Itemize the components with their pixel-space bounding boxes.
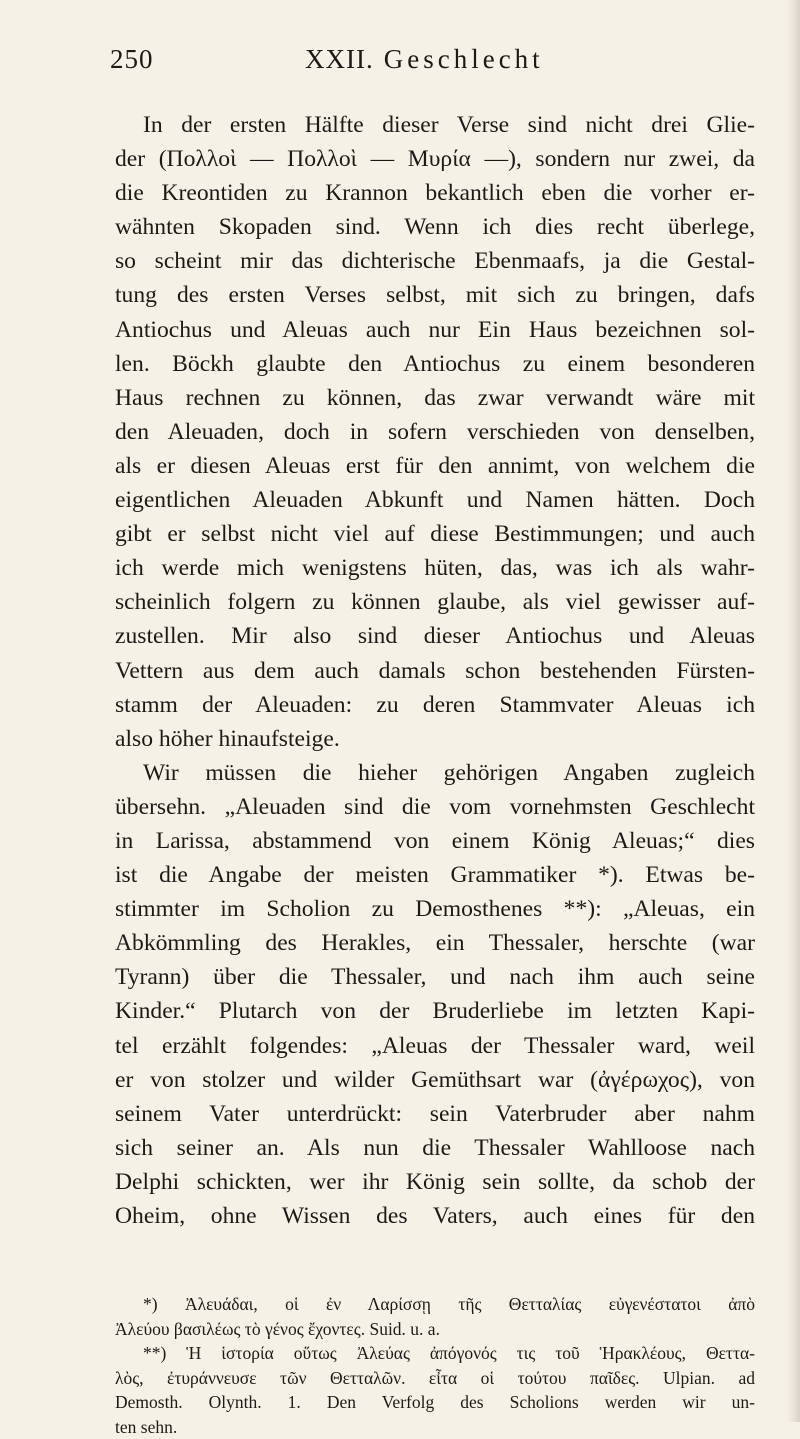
text-line: Oheim, ohne Wissen des Vaters, auch eines für den (115, 1199, 755, 1233)
text-line: übersehn. „Aleuaden sind die vom vornehmsten Geschlecht (115, 790, 755, 824)
text-line: len. Böckh glaubte den Antiochus zu einem besonderen (115, 347, 755, 381)
chapter-number: XXII. (305, 44, 374, 74)
text-line: stimmter im Scholion zu Demosthenes **): „Aleuas, ein (115, 892, 755, 926)
text-line: so scheint mir das dichterische Ebenmaafs, ja die Gestal- (115, 244, 755, 278)
text-line: Abkömmling des Herakles, ein Thessaler, herschte (war (115, 926, 755, 960)
footnote-line: Demosth. Olynth. 1. Den Verfolg des Scholions werden wir un- (115, 1390, 755, 1415)
text-line: also höher hinaufsteige. (115, 722, 755, 756)
text-line: ist die Angabe der meisten Grammatiker *). Etwas be- (115, 858, 755, 892)
footnote-line: ten sehn. (115, 1415, 755, 1439)
text-line: wähnten Skopaden sind. Wenn ich dies recht überlege, (115, 210, 755, 244)
text-line: stamm der Aleuaden: zu deren Stammvater Aleuas ich (115, 688, 755, 722)
text-line: In der ersten Hälfte dieser Verse sind nicht drei Glie- (115, 108, 755, 142)
text-line: als er diesen Aleuas erst für den annimt, von welchem die (115, 449, 755, 483)
text-line: Vettern aus dem auch damals schon bestehenden Fürsten- (115, 654, 755, 688)
text-line: den Aleuaden, doch in sofern verschieden von denselben, (115, 415, 755, 449)
text-line: Wir müssen die hieher gehörigen Angaben zugleich (115, 756, 755, 790)
text-line: eigentlichen Aleuaden Abkunft und Namen hätten. Doch (115, 483, 755, 517)
text-line: tel erzählt folgendes: „Aleuas der Thessaler ward, weil (115, 1029, 755, 1063)
text-line: der (Πολλοὶ — Πολλοὶ — Μυρία —), sondern nur zwei, da (115, 142, 755, 176)
page-edge (786, 0, 800, 1422)
text-line: sich seiner an. Als nun die Thessaler Wahlloose nach (115, 1131, 755, 1165)
text-line: er von stolzer und wilder Gemüthsart war (ἀγέρωχος), von (115, 1063, 755, 1097)
text-line: Haus rechnen zu können, das zwar verwandt wäre mit (115, 381, 755, 415)
text-line: die Kreontiden zu Krannon bekantlich eben die vorher er- (115, 176, 755, 210)
text-line: zustellen. Mir also sind dieser Antiochus und Aleuas (115, 619, 755, 653)
footnote-line: Ἀλεύου βασιλέως τὸ γένος ἔχοντες. Suid. u. a. (115, 1317, 755, 1342)
running-head (110, 44, 750, 84)
chapter-word: Geschlecht (384, 44, 544, 74)
text-line: Delphi schickten, wer ihr König sein sollte, da schob der (115, 1165, 755, 1199)
text-line: Antiochus und Aleuas auch nur Ein Haus bezeichnen sol- (115, 313, 755, 347)
text-line: scheinlich folgern zu können glaube, als viel gewisser auf- (115, 585, 755, 619)
body-text (115, 108, 755, 1233)
text-line: Tyrann) über die Thessaler, und nach ihm auch seine (115, 960, 755, 994)
text-line: Kinder.“ Plutarch von der Bruderliebe im letzten Kapi- (115, 994, 755, 1028)
page-number: 250 (110, 44, 154, 75)
text-line: gibt er selbst nicht viel auf diese Bestimmungen; und auch (115, 517, 755, 551)
footnote-line: λὸς, ἐτυράννευσε τῶν Θετταλῶν. εἶτα οἱ τούτου παῖδες. Ulpian. ad (115, 1366, 755, 1391)
text-line: tung des ersten Verses selbst, mit sich zu bringen, dafs (115, 278, 755, 312)
footnote-line: *) Ἀλευάδαι, οἱ ἐν Λαρίσσῃ τῆς Θετταλίας εὐγενέστατοι ἀπὸ (115, 1292, 755, 1317)
text-line: in Larissa, abstammend von einem König Aleuas;“ dies (115, 824, 755, 858)
text-line: seinem Vater unterdrückt: sein Vaterbruder aber nahm (115, 1097, 755, 1131)
footnotes (115, 1292, 755, 1439)
text-line: ich werde mich wenigstens hüten, das, was ich als wahr- (115, 551, 755, 585)
chapter-title (305, 44, 544, 75)
footnote-line: **) Ἡ ἱστορία οὕτως Ἀλεύας ἀπόγονός τις τοῦ Ἡρακλέους, Θεττα- (115, 1341, 755, 1366)
